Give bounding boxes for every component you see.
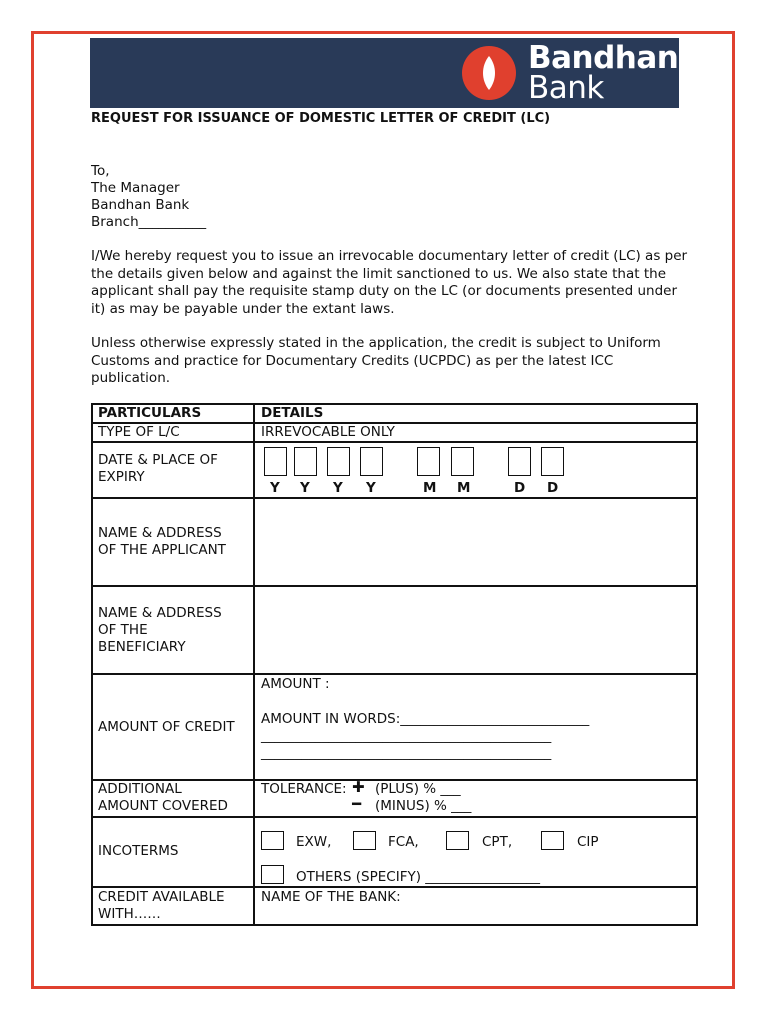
amount-in-words-line[interactable]: ___________________________________________ [261, 728, 552, 744]
date-digit-box[interactable] [508, 447, 531, 476]
header-particulars: PARTICULARS [98, 405, 202, 421]
table-rule [91, 816, 698, 818]
date-label-day: D [514, 480, 526, 496]
date-label-month: M [457, 480, 471, 496]
tolerance-minus-field[interactable]: (MINUS) % ___ [375, 798, 472, 814]
incoterm-cpt-checkbox[interactable] [446, 831, 469, 850]
additional-label-line1: ADDITIONAL [98, 781, 182, 797]
date-label-month: M [423, 480, 437, 496]
credit-available-label-line1: CREDIT AVAILABLE [98, 889, 225, 905]
address-block [91, 163, 206, 231]
type-of-lc-value: IRREVOCABLE ONLY [261, 424, 395, 440]
minus-icon: ━ [352, 795, 362, 813]
table-rule [91, 673, 698, 675]
date-digit-box[interactable] [327, 447, 350, 476]
lc-details-table [91, 403, 698, 926]
date-label-day: D [547, 480, 559, 496]
date-digit-box[interactable] [451, 447, 474, 476]
applicant-label-line2: OF THE APPLICANT [98, 542, 226, 558]
amount-of-credit-label: AMOUNT OF CREDIT [98, 719, 235, 735]
date-label-year: Y [333, 480, 343, 496]
applicant-input-area[interactable] [255, 499, 696, 585]
amount-field[interactable]: AMOUNT : [261, 676, 330, 692]
date-digit-box[interactable] [417, 447, 440, 476]
date-digit-box[interactable] [360, 447, 383, 476]
beneficiary-input-area[interactable] [255, 587, 696, 673]
expiry-label-line2: EXPIRY [98, 469, 145, 485]
applicant-label-line1: NAME & ADDRESS [98, 525, 222, 541]
bank-name-field[interactable]: NAME OF THE BANK: [261, 889, 401, 905]
incoterms-label: INCOTERMS [98, 843, 179, 859]
date-label-year: Y [366, 480, 376, 496]
beneficiary-label-line1: NAME & ADDRESS [98, 605, 222, 621]
request-paragraph: I/We hereby request you to issue an irrevocable documentary letter of credit (LC) as per the details given below and against the limit sanctioned to us. We also state that the applicant shall pay the requisite stamp duty on the LC (or documents presented under it) as may be payable under the extant laws. [91, 248, 688, 317]
amount-in-words-line[interactable]: ___________________________________________ [261, 745, 552, 761]
amount-in-words-field[interactable]: AMOUNT IN WORDS:____________________________ [261, 711, 590, 727]
incoterm-fca-checkbox[interactable] [353, 831, 376, 850]
address-to: To, [91, 163, 110, 179]
table-rule [696, 403, 698, 926]
expiry-label-line1: DATE & PLACE OF [98, 452, 218, 468]
plus-icon: ✚ [352, 778, 365, 796]
address-manager: The Manager [91, 180, 180, 196]
date-digit-box[interactable] [541, 447, 564, 476]
incoterm-cip-label: CIP [577, 834, 599, 850]
incoterm-exw-checkbox[interactable] [261, 831, 284, 850]
incoterm-fca-label: FCA, [388, 834, 419, 850]
incoterm-cpt-label: CPT, [482, 834, 513, 850]
incoterm-cip-checkbox[interactable] [541, 831, 564, 850]
header-details: DETAILS [261, 405, 324, 421]
additional-label-line2: AMOUNT COVERED [98, 798, 228, 814]
credit-available-label-line2: WITH…… [98, 906, 161, 922]
date-digit-box[interactable] [264, 447, 287, 476]
incoterm-exw-label: EXW, [296, 834, 332, 850]
beneficiary-label-line2: OF THE [98, 622, 148, 638]
table-rule [91, 441, 698, 443]
address-bank: Bandhan Bank [91, 197, 190, 213]
ucpdc-paragraph: Unless otherwise expressly stated in the application, the credit is subject to Uniform Customs and practice for Documentary Credits (UCPDC) as per the latest ICC publication. [91, 335, 661, 386]
type-of-lc-label: TYPE OF L/C [98, 424, 180, 440]
brand-name-line2: Bank [528, 70, 604, 106]
incoterm-others-checkbox[interactable] [261, 865, 284, 884]
date-label-year: Y [270, 480, 280, 496]
incoterm-others-field[interactable]: OTHERS (SPECIFY) _________________ [296, 869, 541, 885]
brand-name-line1: Bandhan [528, 40, 679, 76]
document-title: REQUEST FOR ISSUANCE OF DOMESTIC LETTER OF CREDIT (LC) [91, 111, 551, 126]
bandhan-logo-icon [460, 44, 518, 102]
address-branch: Branch__________ [91, 214, 207, 230]
tolerance-plus-field[interactable]: (PLUS) % ___ [375, 781, 461, 797]
tolerance-label: TOLERANCE: [261, 781, 347, 797]
table-rule [91, 403, 93, 926]
table-rule [91, 924, 698, 926]
date-digit-box[interactable] [294, 447, 317, 476]
table-rule [91, 886, 698, 888]
beneficiary-label-line3: BENEFICIARY [98, 639, 186, 655]
date-label-year: Y [300, 480, 310, 496]
